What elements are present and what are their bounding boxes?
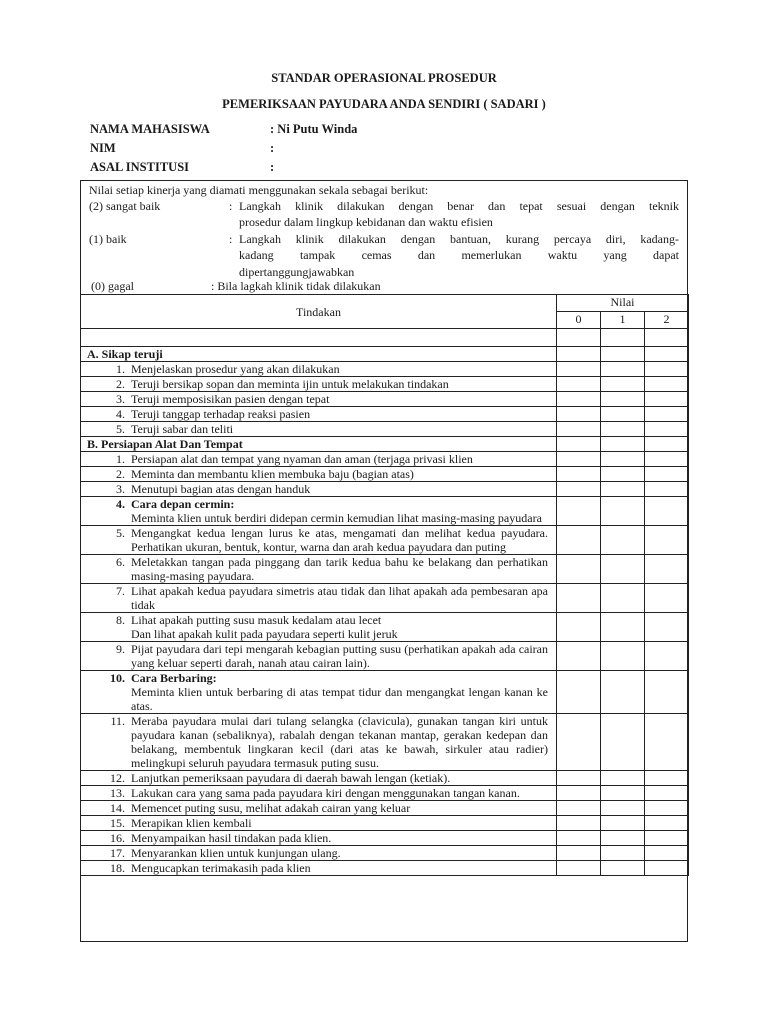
table-row xyxy=(81,407,689,422)
procedure-step xyxy=(81,482,557,497)
table-row xyxy=(81,642,689,671)
table-row xyxy=(81,861,689,876)
score-cell[interactable] xyxy=(557,846,601,861)
score-cell[interactable] xyxy=(557,861,601,876)
scale-key: (2) sangat baik xyxy=(89,199,161,213)
step-number: 9. xyxy=(116,642,125,656)
procedure-step xyxy=(81,526,557,555)
procedure-step xyxy=(81,452,557,467)
procedure-step xyxy=(81,422,557,437)
scale-desc-line: prosedur dalam lingkup kebidanan dan waktu efisien xyxy=(239,215,493,230)
scale-desc-line: kadang tampak cemas dan memerlukan waktu yang dapat xyxy=(239,248,679,263)
score-cell[interactable] xyxy=(557,584,601,613)
score-header-0: 0 xyxy=(557,312,601,329)
score-cell[interactable] xyxy=(645,467,689,482)
step-text: Lakukan cara yang sama pada payudara kiri dengan menggunakan tangan kanan. xyxy=(131,786,520,800)
step-number: 6. xyxy=(116,555,125,569)
score-cell[interactable] xyxy=(557,801,601,816)
table-row xyxy=(81,584,689,613)
table-row xyxy=(81,613,689,642)
score-cell[interactable] xyxy=(645,642,689,671)
identity-label: NAMA MAHASISWA xyxy=(90,122,210,136)
step-number: 2. xyxy=(116,377,125,391)
document-subtitle: PEMERIKSAAN PAYUDARA ANDA SENDIRI ( SADARI ) xyxy=(222,97,546,111)
score-cell[interactable] xyxy=(645,497,689,526)
score-cell[interactable] xyxy=(557,714,601,771)
step-number: 15. xyxy=(110,816,125,830)
score-cell[interactable] xyxy=(601,422,645,437)
document-title: STANDAR OPERASIONAL PROSEDUR xyxy=(271,71,497,85)
step-text: Mengucapkan terimakasih pada klien xyxy=(131,861,311,875)
step-number: 13. xyxy=(110,786,125,800)
step-text: Lihat apakah putting susu masuk kedalam atau lecet xyxy=(131,613,382,627)
score-cell[interactable] xyxy=(557,526,601,555)
step-text: Pijat payudara dari tepi mengarah kebagian putting susu (perhatikan apakah ada cairan yang keluar seperti darah, nanah atau cairan lain). xyxy=(131,642,548,670)
score-cell[interactable] xyxy=(601,437,645,452)
scale-desc-line: Langkah klinik dilakukan dengan bantuan, kurang percaya diri, kadang- xyxy=(239,232,679,246)
score-cell[interactable] xyxy=(601,671,645,714)
procedure-step xyxy=(81,846,557,861)
score-cell[interactable] xyxy=(601,801,645,816)
step-text: Memencet puting susu, melihat adakah cairan yang keluar xyxy=(131,801,411,815)
step-number: 7. xyxy=(116,584,125,598)
score-cell[interactable] xyxy=(645,526,689,555)
procedure-step xyxy=(81,377,557,392)
score-cell[interactable] xyxy=(601,452,645,467)
step-number: 3. xyxy=(116,482,125,496)
score-cell[interactable] xyxy=(557,482,601,497)
table-row xyxy=(81,526,689,555)
score-cell[interactable] xyxy=(645,801,689,816)
procedure-step xyxy=(81,671,557,714)
score-cell[interactable] xyxy=(557,613,601,642)
step-text: Lihat apakah kedua payudara simetris atau tidak dan lihat apakah ada pembesaran apa tidak xyxy=(131,584,548,612)
table-row xyxy=(81,377,689,392)
score-cell[interactable] xyxy=(601,362,645,377)
step-number: 4. xyxy=(116,407,125,421)
score-cell[interactable] xyxy=(645,584,689,613)
score-cell[interactable] xyxy=(557,555,601,584)
score-cell[interactable] xyxy=(645,771,689,786)
table-row xyxy=(81,801,689,816)
score-cell[interactable] xyxy=(601,482,645,497)
table-row xyxy=(81,422,689,437)
score-cell[interactable] xyxy=(601,407,645,422)
step-number: 8. xyxy=(116,613,125,627)
step-number: 3. xyxy=(116,392,125,406)
tindakan-header: Tindakan xyxy=(81,295,557,329)
procedure-step xyxy=(81,771,557,786)
procedure-step xyxy=(81,816,557,831)
score-cell[interactable] xyxy=(645,437,689,452)
score-cell[interactable] xyxy=(601,555,645,584)
score-cell[interactable] xyxy=(557,452,601,467)
step-text: Meraba payudara mulai dari tulang selangka (clavicula), gunakan tangan kiri untuk payudara kanan (sebaliknya), rabalah dengan tekanan mantap, gerakan kedepan dan belakang, membentuk lingkaran kecil (dari atas ke bawah, sirkuler atau radier) melingkupi seluruh payudara termasuk puting susu. xyxy=(131,714,548,770)
step-text: Lanjutkan pemeriksaan payudara di daerah bawah lengan (ketiak). xyxy=(131,771,451,785)
score-cell[interactable] xyxy=(645,452,689,467)
score-cell[interactable] xyxy=(557,407,601,422)
table-row xyxy=(81,392,689,407)
score-cell[interactable] xyxy=(557,377,601,392)
step-text: Meletakkan tangan pada pinggang dan tarik kedua bahu ke belakang dan perhatikan masing-masing payudara. xyxy=(131,555,548,583)
spacer-row xyxy=(81,329,689,347)
procedure-step xyxy=(81,555,557,584)
identity-value: : Ni Putu Winda xyxy=(270,122,358,136)
score-cell[interactable] xyxy=(557,786,601,801)
procedure-step xyxy=(81,362,557,377)
scale-intro: Nilai setiap kinerja yang diamati menggunakan sekala sebagai berikut: xyxy=(89,183,429,197)
procedure-step xyxy=(81,613,557,642)
step-text: Meminta dan membantu klien membuka baju (bagian atas) xyxy=(131,467,414,481)
scale-description: : Bila lagkah klinik tidak dilakukan xyxy=(211,279,381,293)
table-row xyxy=(81,671,689,714)
score-cell[interactable] xyxy=(645,392,689,407)
step-number: 17. xyxy=(110,846,125,860)
procedure-step xyxy=(81,786,557,801)
score-cell[interactable] xyxy=(645,362,689,377)
step-number: 12. xyxy=(110,771,125,785)
score-cell[interactable] xyxy=(645,482,689,497)
score-cell[interactable] xyxy=(601,771,645,786)
score-header-2: 2 xyxy=(645,312,689,329)
procedure-step xyxy=(81,407,557,422)
score-cell[interactable] xyxy=(645,422,689,437)
score-cell[interactable] xyxy=(557,392,601,407)
score-cell[interactable] xyxy=(557,497,601,526)
procedure-step xyxy=(81,831,557,846)
step-text: Meminta klien untuk berdiri didepan cermin kemudian lihat masing-masing payudara xyxy=(131,511,542,525)
score-cell[interactable] xyxy=(645,555,689,584)
score-cell[interactable] xyxy=(645,714,689,771)
score-cell[interactable] xyxy=(557,831,601,846)
procedure-step xyxy=(81,497,557,526)
step-heading: Cara depan cermin: xyxy=(131,497,235,511)
table-row xyxy=(81,831,689,846)
step-text: Merapikan klien kembali xyxy=(131,816,252,830)
scale-key: (0) gagal xyxy=(91,279,134,293)
step-number: 2. xyxy=(116,467,125,481)
score-cell[interactable] xyxy=(557,347,601,362)
step-number: 5. xyxy=(116,422,125,436)
identity-label: NIM xyxy=(90,141,116,155)
scale-desc-line: dipertanggungjawabkan xyxy=(239,264,355,279)
score-cell[interactable] xyxy=(645,613,689,642)
procedure-step xyxy=(81,642,557,671)
table-row xyxy=(81,497,689,526)
table-row xyxy=(81,786,689,801)
score-cell[interactable] xyxy=(557,362,601,377)
score-cell[interactable] xyxy=(645,786,689,801)
score-cell[interactable] xyxy=(601,831,645,846)
table-row xyxy=(81,452,689,467)
nilai-header: Nilai xyxy=(557,295,689,312)
table-row xyxy=(81,846,689,861)
section-heading: A. Sikap teruji xyxy=(81,347,557,362)
score-cell[interactable] xyxy=(601,347,645,362)
identity-value: : xyxy=(270,141,275,155)
score-cell[interactable] xyxy=(557,671,601,714)
assessment-form xyxy=(80,180,688,942)
score-cell[interactable] xyxy=(645,347,689,362)
scale-colon: : xyxy=(229,232,233,246)
procedure-step xyxy=(81,392,557,407)
score-cell[interactable] xyxy=(557,422,601,437)
step-number: 1. xyxy=(116,452,125,466)
table-row xyxy=(81,555,689,584)
score-cell[interactable] xyxy=(557,771,601,786)
section-heading: B. Persiapan Alat Dan Tempat xyxy=(81,437,557,452)
score-cell[interactable] xyxy=(601,392,645,407)
step-text: Teruji sabar dan teliti xyxy=(131,422,234,436)
scale-desc-line: Langkah klinik dilakukan dengan benar dan tepat sesuai dengan teknik xyxy=(239,199,679,213)
step-number: 14. xyxy=(110,801,125,815)
score-cell[interactable] xyxy=(601,861,645,876)
step-text: Menyarankan klien untuk kunjungan ulang. xyxy=(131,846,341,860)
step-text: Persiapan alat dan tempat yang nyaman dan aman (terjaga privasi klien xyxy=(131,452,473,466)
step-number: 11. xyxy=(110,714,125,728)
step-number: 18. xyxy=(110,861,125,875)
step-heading: Cara Berbaring: xyxy=(131,671,217,685)
procedure-step xyxy=(81,714,557,771)
step-number: 4. xyxy=(116,497,125,511)
step-number: 5. xyxy=(116,526,125,540)
score-cell[interactable] xyxy=(557,437,601,452)
score-cell[interactable] xyxy=(645,816,689,831)
step-number: 16. xyxy=(110,831,125,845)
procedure-step xyxy=(81,467,557,482)
identity-label: ASAL INSTITUSI xyxy=(90,160,190,174)
identity-value: : xyxy=(270,160,275,174)
score-cell[interactable] xyxy=(645,377,689,392)
step-number: 1. xyxy=(116,362,125,376)
score-cell[interactable] xyxy=(601,584,645,613)
step-text: Dan lihat apakah kulit pada payudara seperti kulit jeruk xyxy=(131,627,398,641)
score-cell[interactable] xyxy=(601,642,645,671)
step-text: Menutupi bagian atas dengan handuk xyxy=(131,482,311,496)
table-row xyxy=(81,816,689,831)
step-text: Menjelaskan prosedur yang akan dilakukan xyxy=(131,362,340,376)
section-a-row xyxy=(81,347,689,362)
score-cell[interactable] xyxy=(601,467,645,482)
section-b-row xyxy=(81,437,689,452)
table-row xyxy=(81,771,689,786)
scale-colon: : xyxy=(229,199,233,213)
score-cell[interactable] xyxy=(645,671,689,714)
procedure-table xyxy=(80,294,689,876)
scale-description xyxy=(239,231,679,280)
table-row xyxy=(81,362,689,377)
step-text: Teruji memposisikan pasien dengan tepat xyxy=(131,392,330,406)
scoring-scale xyxy=(81,181,687,295)
score-cell[interactable] xyxy=(645,831,689,846)
procedure-step xyxy=(81,861,557,876)
step-text: Mengangkat kedua lengan lurus ke atas, mengamati dan melihat kedua payudara. Perhatikan ukuran, bentuk, kontur, warna dan arah kedua payudara dan puting xyxy=(131,526,548,554)
score-cell[interactable] xyxy=(601,714,645,771)
score-cell[interactable] xyxy=(557,816,601,831)
table-row xyxy=(81,714,689,771)
score-cell[interactable] xyxy=(557,642,601,671)
score-cell[interactable] xyxy=(645,407,689,422)
step-text: Meminta klien untuk berbaring di atas tempat tidur dan mengangkat lengan kanan ke atas. xyxy=(131,685,548,713)
table-row xyxy=(81,467,689,482)
score-cell[interactable] xyxy=(601,526,645,555)
score-cell[interactable] xyxy=(601,816,645,831)
score-cell[interactable] xyxy=(601,786,645,801)
step-number: 10. xyxy=(110,671,125,685)
step-text: Teruji bersikap sopan dan meminta ijin untuk melakukan tindakan xyxy=(131,377,449,391)
score-cell[interactable] xyxy=(645,846,689,861)
score-cell[interactable] xyxy=(557,467,601,482)
procedure-step xyxy=(81,584,557,613)
score-header-1: 1 xyxy=(601,312,645,329)
score-cell[interactable] xyxy=(645,861,689,876)
score-cell[interactable] xyxy=(601,497,645,526)
step-text: Menyampaikan hasil tindakan pada klien. xyxy=(131,831,332,845)
scale-description xyxy=(239,198,679,231)
table-row xyxy=(81,482,689,497)
step-text: Teruji tanggap terhadap reaksi pasien xyxy=(131,407,311,421)
scale-key: (1) baik xyxy=(89,232,127,246)
score-cell[interactable] xyxy=(601,613,645,642)
score-cell[interactable] xyxy=(601,377,645,392)
score-cell[interactable] xyxy=(601,846,645,861)
procedure-step xyxy=(81,801,557,816)
